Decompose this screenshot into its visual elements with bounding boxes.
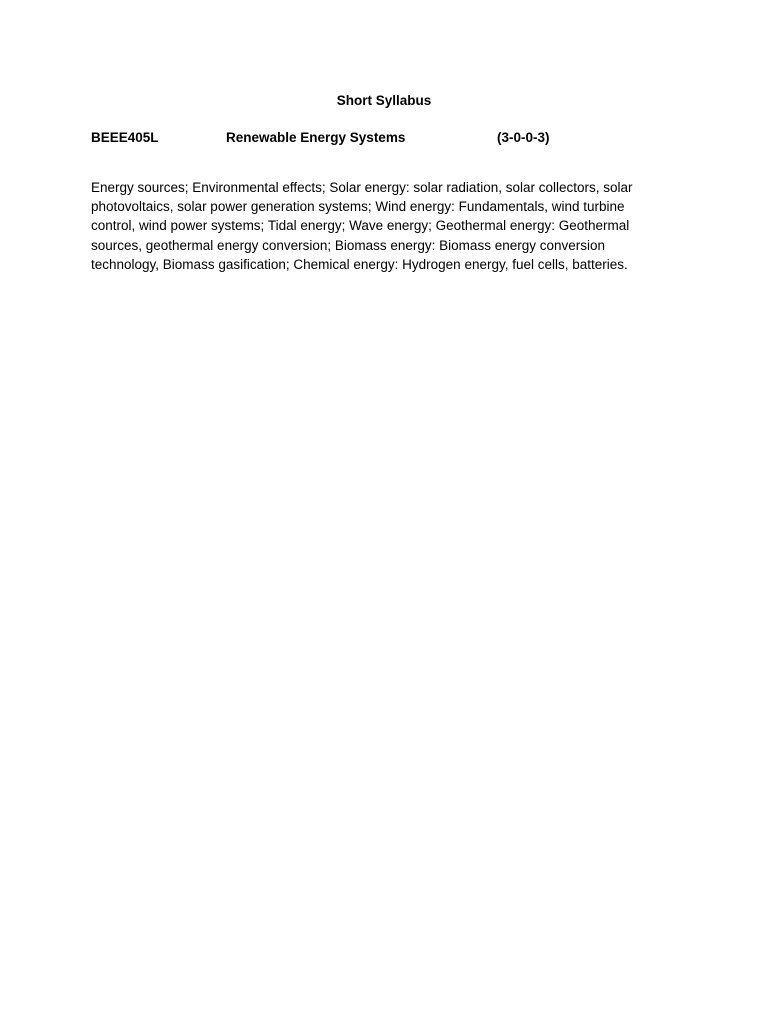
course-code: BEEE405L	[91, 130, 159, 145]
course-header-row	[91, 129, 691, 147]
course-credits: (3-0-0-3)	[497, 130, 550, 145]
course-name: Renewable Energy Systems	[226, 130, 406, 145]
document-title: Short Syllabus	[336, 93, 432, 108]
syllabus-paragraph: Energy sources; Environmental effects; Solar energy: solar radiation, solar collectors, solar photovoltaics, solar power generation systems; Wind energy: Fundamentals, wind turbine control, wind power systems; Tidal energy; Wave energy; Geothermal energy: Geothermal sources, geothermal energy conversion; Biomass energy: Biomass energy conversion technology, Biomass gasification; Chemical energy: Hydrogen energy, fuel cells, batteries.	[91, 180, 633, 272]
